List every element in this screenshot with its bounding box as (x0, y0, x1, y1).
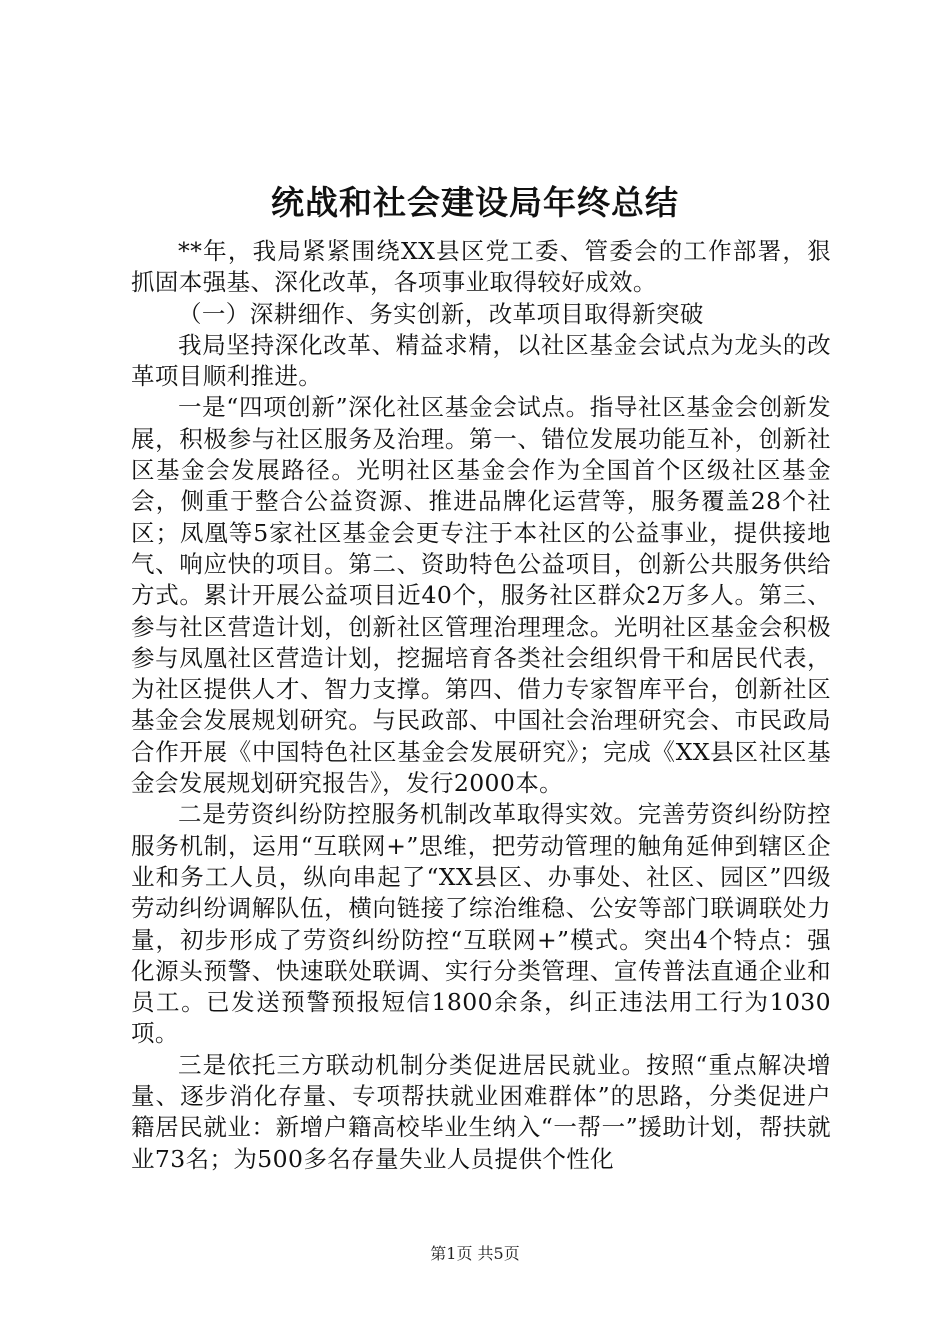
page-number-footer: 第1页 共5页 (430, 1244, 520, 1263)
document-title: 统战和社会建设局年终总结 (271, 183, 679, 222)
item-three-paragraph: 三是依托三方联动机制分类促进居民就业。按照“重点解决增量、逐步消化存量、专项帮扶就业困难群体”的思路，分类促进户籍居民就业：新增户籍高校毕业生纳入“一帮一”援助计划，帮扶就业73名；为500多名存量失业人员提供个性化 (131, 1050, 831, 1173)
document-body (131, 236, 831, 1175)
item-two-paragraph: 二是劳资纠纷防控服务机制改革取得实效。完善劳资纠纷防控服务机制，运用“互联网+”思维，把劳动管理的触角延伸到辖区企业和务工人员，纵向串起了“XX县区、办事处、社区、园区”四级劳动纠纷调解队伍，横向链接了综治维稳、公安等部门联调联处力量，初步形成了劳资纠纷防控“互联网+”模式。突出4个特点：强化源头预警、快速联处联调、实行分类管理、宣传普法直通企业和员工。已发送预警预报短信1800余条，纠正违法用工行为1030项。 (131, 800, 831, 1048)
item-one-paragraph: 一是“四项创新”深化社区基金会试点。指导社区基金会创新发展，积极参与社区服务及治理。第一、错位发展功能互补，创新社区基金会发展路径。光明社区基金会作为全国首个区级社区基金会，侧重于整合公益资源、推进品牌化运营等，服务覆盖28个社区；凤凰等5家社区基金会更专注于本社区的公益事业，提供接地气、响应快的项目。第二、资助特色公益项目，创新公共服务供给方式。累计开展公益项目近40个，服务社区群众2万多人。第三、参与社区营造计划，创新社区管理治理理念。光明社区基金会积极参与凤凰社区营造计划，挖掘培育各类社会组织骨干和居民代表，为社区提供人才、智力支撑。第四、借力专家智库平台，创新社区基金会发展规划研究。与民政部、中国社会治理研究会、市民政局合作开展《中国特色社区基金会发展研究》；完成《XX县区社区基金会发展规划研究报告》，发行2000本。 (131, 393, 831, 798)
section-heading: （一）深耕细作、务实创新，改革项目取得新突破 (178, 299, 704, 328)
section-intro-paragraph: 我局坚持深化改革、精益求精，以社区基金会试点为龙头的改革项目顺利推进。 (131, 330, 831, 391)
intro-paragraph: **年，我局紧紧围绕XX县区党工委、管委会的工作部署，狠抓固本强基、深化改革，各项事业取得较好成效。 (131, 237, 831, 297)
